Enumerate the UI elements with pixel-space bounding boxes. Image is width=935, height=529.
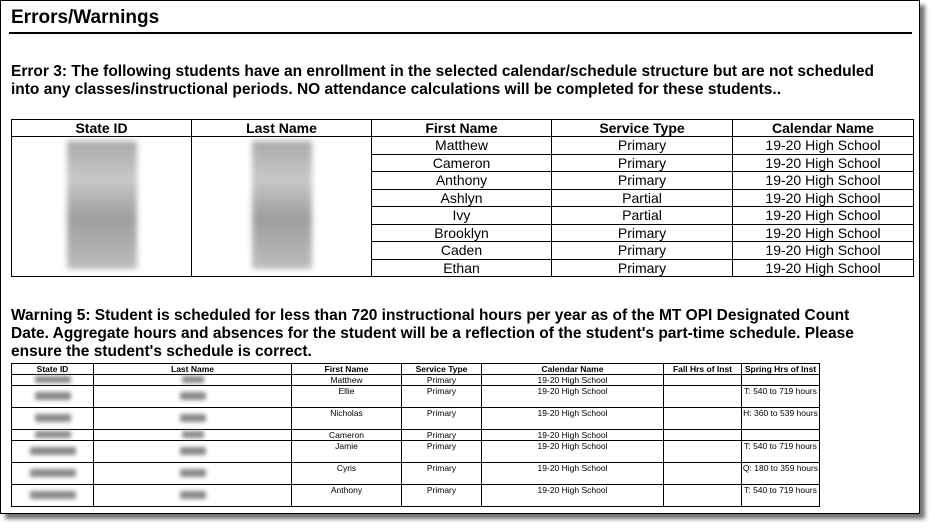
first-name-cell: Cameron [372,154,552,172]
state-id-redacted [12,441,94,463]
calendar-name-cell: 19-20 High School [733,172,914,190]
calendar-name-cell: 19-20 High School [733,154,914,172]
spring-hrs-cell: Q: 180 to 359 hours [742,463,820,485]
calendar-name-cell: 19-20 High School [482,375,664,386]
calendar-name-cell: 19-20 High School [482,386,664,408]
first-name-cell: Matthew [372,137,552,155]
page-title: Errors/Warnings [11,7,160,28]
fall-hrs-cell [664,430,742,441]
service-type-cell: Primary [552,172,733,190]
spring-hrs-cell: T: 540 to 719 hours [742,441,820,463]
table-row [12,408,820,430]
table-row [12,375,820,386]
first-name-cell: Ashlyn [372,189,552,207]
spring-hrs-cell: T: 540 to 719 hours [742,485,820,507]
calendar-name-cell: 19-20 High School [733,207,914,225]
col-header: First Name [372,120,552,137]
service-type-cell: Primary [402,441,482,463]
col-header: Spring Hrs of Inst [742,364,820,375]
fall-hrs-cell [664,386,742,408]
service-type-cell: Primary [402,386,482,408]
table-row [12,463,820,485]
table-row [12,430,820,441]
error3-header-row [12,120,914,137]
first-name-cell: Cyris [292,463,402,485]
table-row [12,137,914,155]
table-row [12,441,820,463]
service-type-cell: Primary [552,137,733,155]
fall-hrs-cell [664,463,742,485]
service-type-cell: Primary [402,463,482,485]
col-header: Service Type [402,364,482,375]
service-type-cell: Partial [552,189,733,207]
state-id-redacted [12,375,94,386]
last-name-redacted [94,408,292,430]
first-name-cell: Anthony [292,485,402,507]
state-id-redacted [12,386,94,408]
warning5-header-row [12,364,820,375]
first-name-cell: Ethan [372,259,552,277]
title-divider [9,32,912,34]
fall-hrs-cell [664,408,742,430]
first-name-cell: Caden [372,242,552,260]
first-name-cell: Anthony [372,172,552,190]
fall-hrs-cell [664,375,742,386]
col-header: Last Name [94,364,292,375]
col-header: State ID [12,120,192,137]
service-type-cell: Primary [552,242,733,260]
calendar-name-cell: 19-20 High School [482,463,664,485]
state-id-redacted [12,485,94,507]
col-header: Fall Hrs of Inst [664,364,742,375]
calendar-name-cell: 19-20 High School [482,441,664,463]
fall-hrs-cell [664,485,742,507]
warning5-table [11,363,820,507]
last-name-redacted [94,485,292,507]
calendar-name-cell: 19-20 High School [733,259,914,277]
table-row [12,485,820,507]
calendar-name-cell: 19-20 High School [733,189,914,207]
calendar-name-cell: 19-20 High School [482,430,664,441]
calendar-name-cell: 19-20 High School [482,485,664,507]
col-header: Calendar Name [482,364,664,375]
first-name-cell: Brooklyn [372,224,552,242]
warning5-heading: Warning 5: Student is scheduled for less than 720 instructional hours per year as of the MT OPI Designated Count Date. Aggregate hours and absences for the student will be a reflection of the student's part-time schedule. Please ensure the student's schedule is correct. [11,307,854,360]
last-name-redacted [94,463,292,485]
state-id-redacted [12,137,192,277]
last-name-redacted [94,386,292,408]
first-name-cell: Nicholas [292,408,402,430]
service-type-cell: Partial [552,207,733,225]
error3-table [11,119,914,277]
state-id-redacted [12,463,94,485]
col-header: Service Type [552,120,733,137]
state-id-redacted [12,408,94,430]
last-name-redacted [94,441,292,463]
spring-hrs-cell: T: 540 to 719 hours [742,386,820,408]
calendar-name-cell: 19-20 High School [733,137,914,155]
service-type-cell: Primary [552,224,733,242]
col-header: Calendar Name [733,120,914,137]
service-type-cell: Primary [552,154,733,172]
last-name-redacted [94,375,292,386]
calendar-name-cell: 19-20 High School [482,408,664,430]
first-name-cell: Matthew [292,375,402,386]
error3-heading: Error 3: The following students have an enrollment in the selected calendar/schedule structure but are not scheduled into any classes/instructional periods. NO attendance calculations will be completed for these students.. [11,63,875,98]
spring-hrs-cell [742,375,820,386]
fall-hrs-cell [664,441,742,463]
state-id-redacted [12,430,94,441]
first-name-cell: Cameron [292,430,402,441]
table-row [12,386,820,408]
service-type-cell: Primary [402,408,482,430]
calendar-name-cell: 19-20 High School [733,224,914,242]
first-name-cell: Ellie [292,386,402,408]
service-type-cell: Primary [402,485,482,507]
service-type-cell: Primary [552,259,733,277]
first-name-cell: Jamie [292,441,402,463]
first-name-cell: Ivy [372,207,552,225]
service-type-cell: Primary [402,375,482,386]
calendar-name-cell: 19-20 High School [733,242,914,260]
service-type-cell: Primary [402,430,482,441]
col-header: State ID [12,364,94,375]
last-name-redacted [94,430,292,441]
col-header: First Name [292,364,402,375]
last-name-redacted [192,137,372,277]
spring-hrs-cell: H: 360 to 539 hours [742,408,820,430]
spring-hrs-cell [742,430,820,441]
col-header: Last Name [192,120,372,137]
